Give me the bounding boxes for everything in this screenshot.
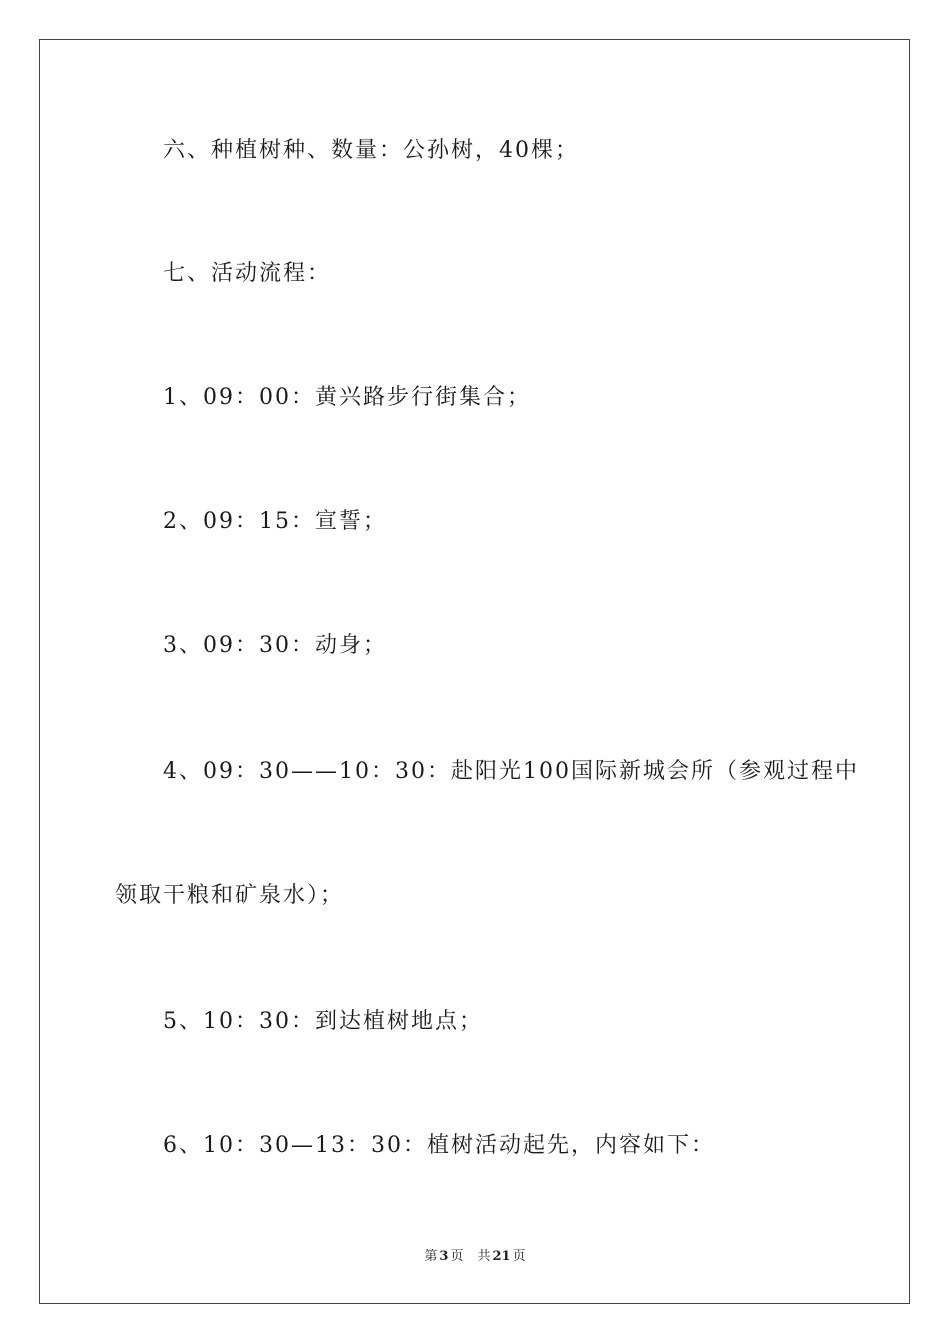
schedule-item-4: 4、09：30——10：30：赴阳光100国际新城会所（参观过程中 [163, 759, 859, 784]
schedule-item-2: 2、09：15：宣誓； [163, 509, 387, 534]
current-page-number: 3 [439, 1249, 449, 1264]
schedule-item-1: 1、09：00：黄兴路步行街集合； [163, 385, 531, 410]
total-suffix: 页 [512, 1249, 526, 1264]
section-six-heading: 六、种植树种、数量：公孙树，40棵； [163, 138, 579, 163]
schedule-item-3: 3、09：30：动身； [163, 633, 387, 658]
schedule-item-4-continued: 领取干粮和矿泉水）； [115, 883, 345, 908]
page-prefix: 第 [424, 1249, 438, 1264]
page-suffix: 页 [450, 1249, 464, 1264]
page-border [39, 39, 910, 1304]
schedule-item-5: 5、10：30：到达植树地点； [163, 1009, 483, 1034]
page-footer [0, 1248, 950, 1266]
total-page-count: 21 [492, 1249, 511, 1264]
schedule-item-6: 6、10：30—13：30：植树活动起先，内容如下： [163, 1133, 715, 1158]
total-prefix: 共 [477, 1249, 491, 1264]
section-seven-heading: 七、活动流程： [163, 261, 332, 286]
